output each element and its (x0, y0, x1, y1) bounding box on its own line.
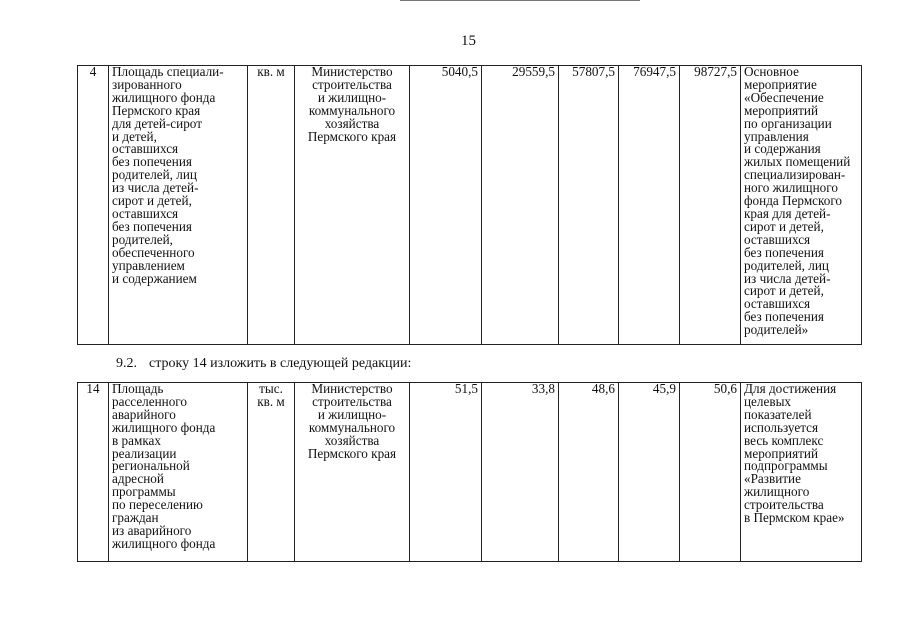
value-cell: 33,8 (482, 383, 559, 562)
value-cell: 29559,5 (482, 66, 559, 345)
page-number: 15 (461, 33, 476, 49)
table-row (78, 66, 862, 345)
row-number: 14 (78, 383, 109, 562)
responsible-executor: Министерство строительства и жилищно- коммунального хозяйства Пермского края (295, 383, 410, 562)
responsible-executor: Министерство строительства и жилищно- коммунального хозяйства Пермского края (295, 66, 410, 345)
table-row (78, 383, 862, 562)
value-cell: 50,6 (680, 383, 741, 562)
value-cell: 5040,5 (410, 66, 482, 345)
instruction-number: 9.2. (116, 356, 137, 371)
value-cell: 76947,5 (619, 66, 680, 345)
row-number: 4 (78, 66, 109, 345)
top-rule (400, 0, 640, 2)
unit-of-measure: кв. м (248, 66, 295, 345)
value-cell: 98727,5 (680, 66, 741, 345)
value-cell: 45,9 (619, 383, 680, 562)
measure-note: Для достижения целевых показателей используется весь комплекс мероприятий подпрограммы «Развитие жилищного строительства в Пермском крае» (741, 383, 862, 562)
unit-of-measure: тыс. кв. м (248, 383, 295, 562)
indicator-table-row-4 (77, 65, 862, 345)
indicator-name: Площадь расселенного аварийного жилищного фонда в рамках реализации региональной адресной программы по переселению граждан из аварийного жилищного фонда (109, 383, 248, 562)
indicator-name: Площадь специали- зированного жилищного фонда Пермского края для детей-сирот и детей, оставшихся без попечения родителей, лиц из числа детей- сирот и детей, оставшихся без попечения родителей, обеспеченного управлением и содержанием (109, 66, 248, 345)
measure-note: Основное мероприятие «Обеспечение мероприятий по организации управления и содержания жилых помещений специализирован- ного жилищного фонда Пермского края для детей- сирот и детей, оставшихся без попечения родителей, лиц из числа детей- сирот и детей, оставшихся без попечения родителей» (741, 66, 862, 345)
instruction-text: строку 14 изложить в следующей редакции: (149, 356, 412, 371)
value-cell: 51,5 (410, 383, 482, 562)
value-cell: 57807,5 (559, 66, 619, 345)
indicator-table-row-14 (77, 382, 862, 562)
amendment-instruction (116, 356, 411, 372)
value-cell: 48,6 (559, 383, 619, 562)
